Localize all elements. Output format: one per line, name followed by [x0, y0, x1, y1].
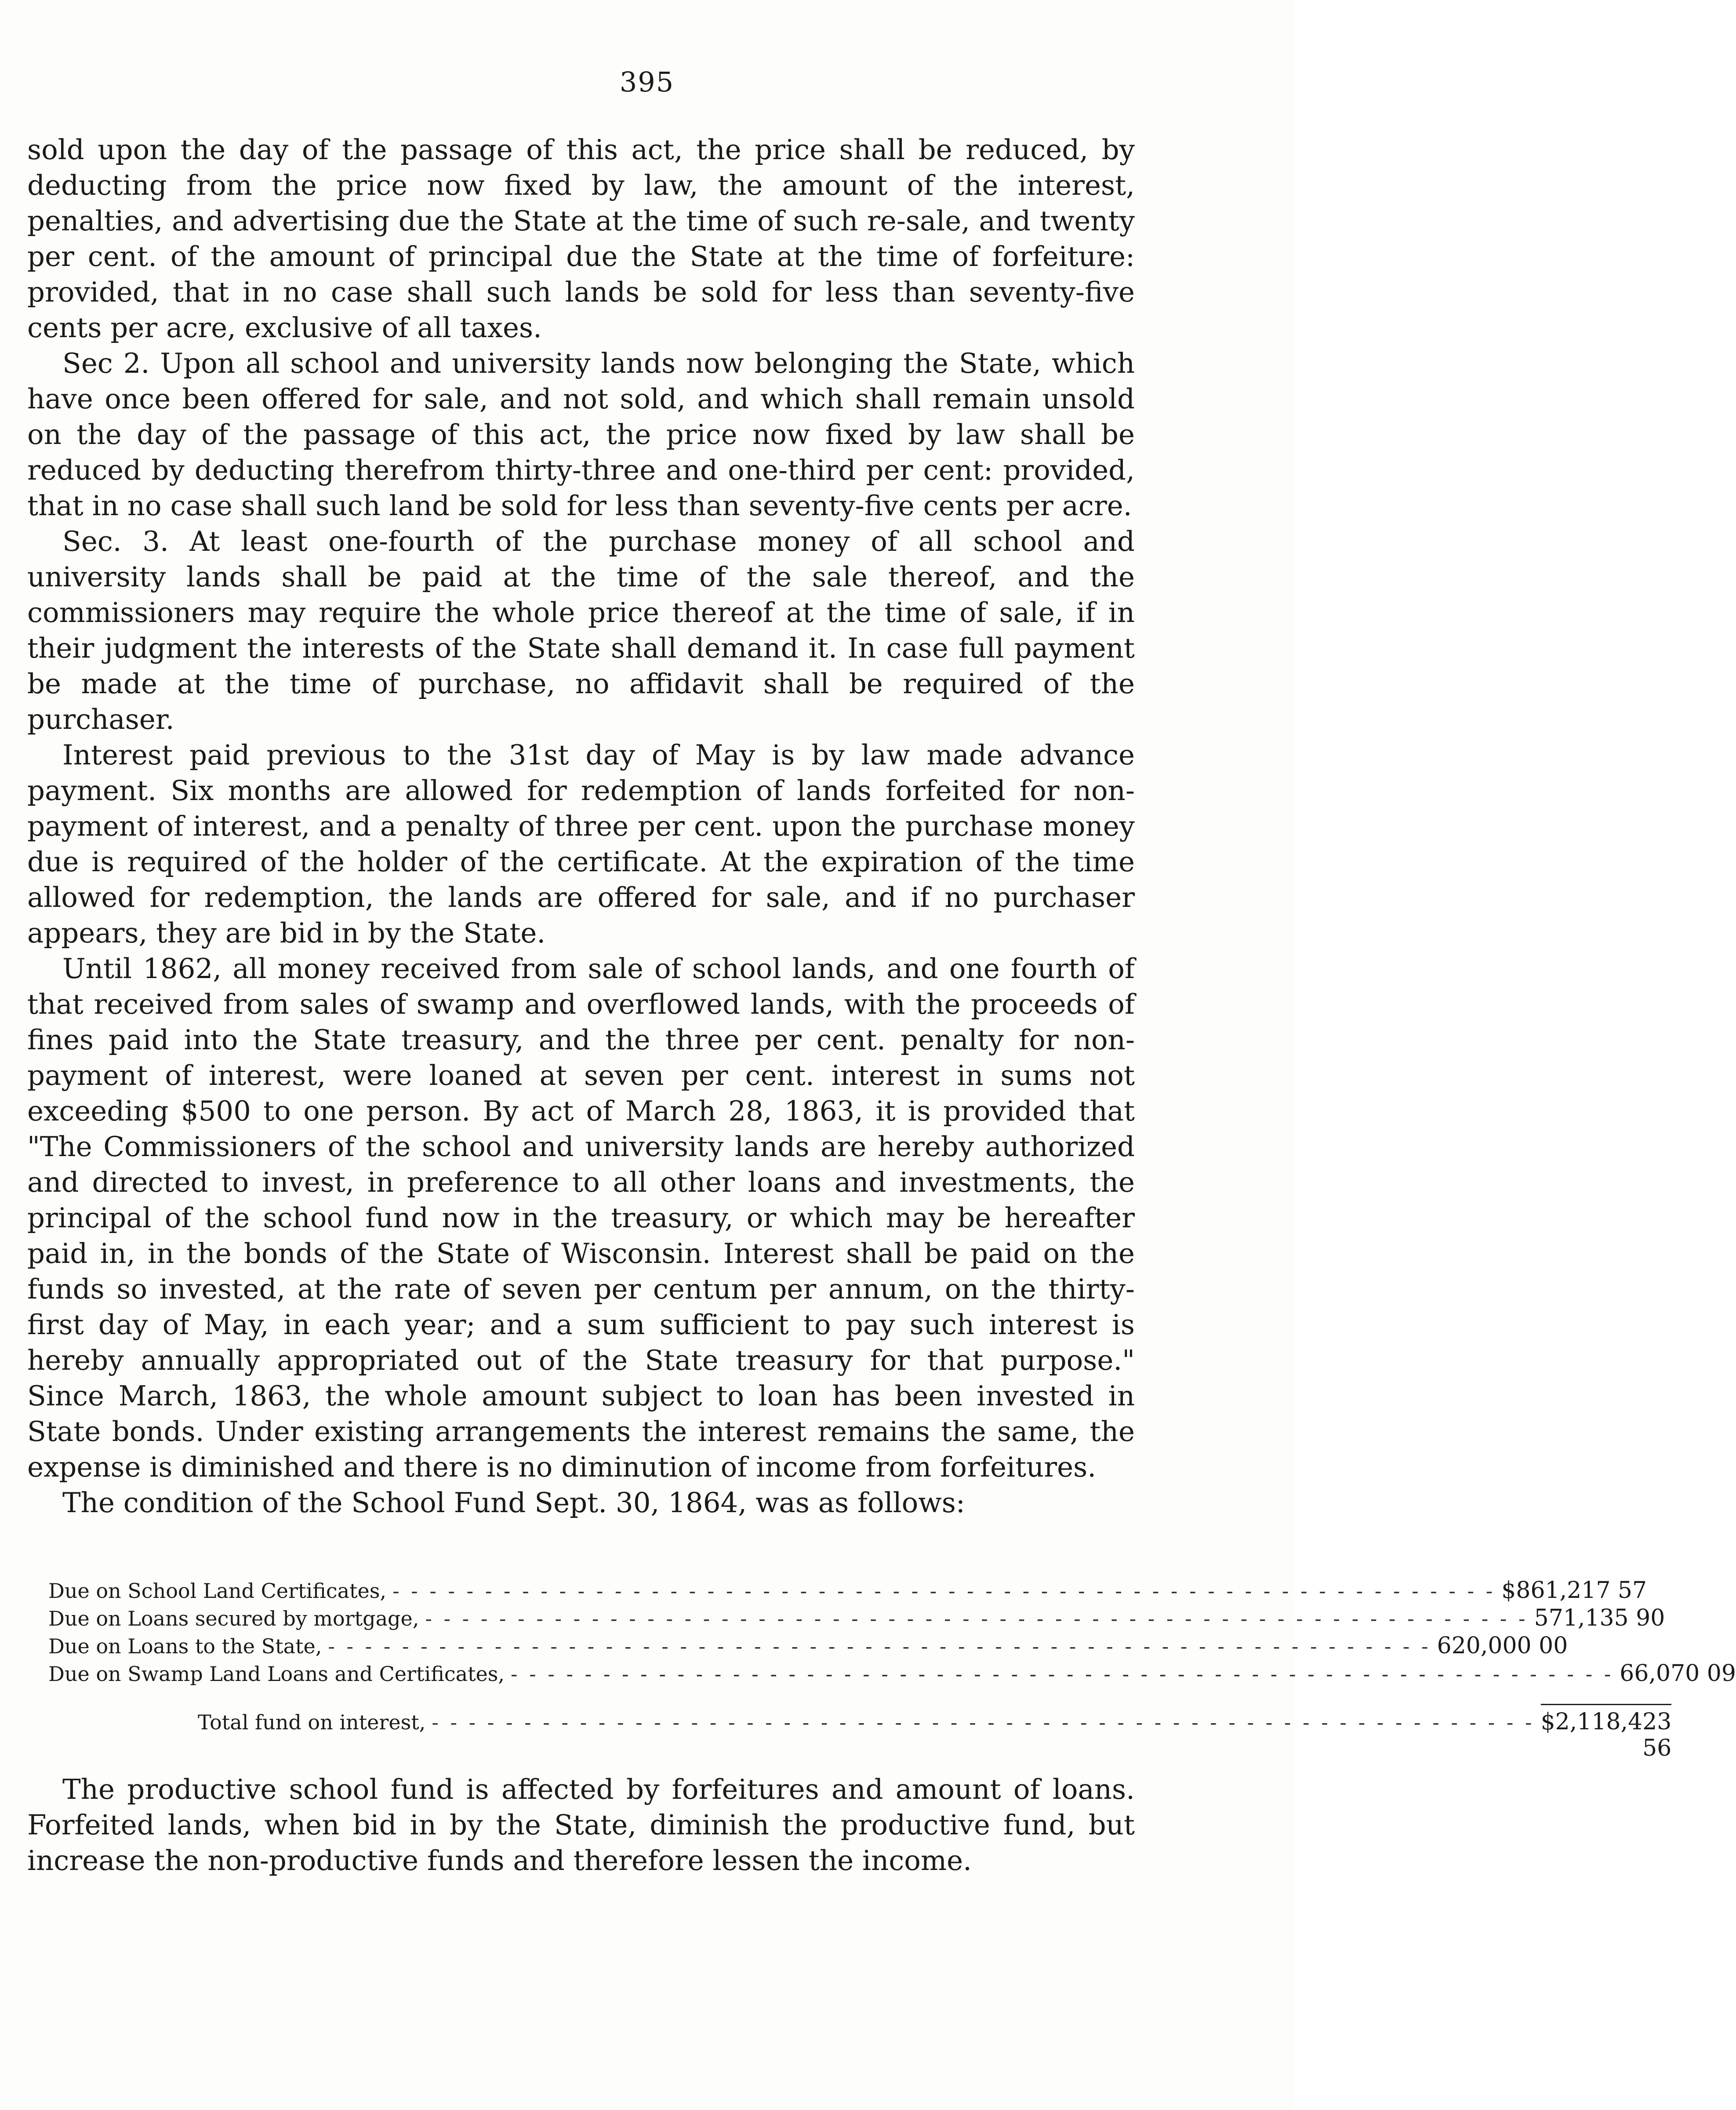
- paragraph-section-3: Sec. 3. At least one-fourth of the purchase money of all school and university lands shall be paid at the time of the sale thereof, and the commissioners may require the whole price thereof at the time of sale, if in their judgment the interests of the State shall demand it. In case full payment be made at the time of purchase, no affidavit shall be required of the purchaser.: [27, 525, 1135, 735]
- paragraph-fund-condition: The condition of the School Fund Sept. 30, 1864, was as follows:: [62, 1487, 965, 1519]
- dot-leader: - - - - - - - - - - - - - - - - - - - - - - - - - - - - - - - - - - - - - - - - - - - - - - - - - - - - - - - - - - - -: [511, 1662, 1614, 1686]
- row-label: Due on Swamp Land Loans and Certificates,: [48, 1662, 505, 1686]
- page-number: 395: [619, 66, 675, 98]
- table-row: [48, 1577, 1647, 1605]
- total-amount: $2,118,423 56: [1541, 1704, 1672, 1761]
- row-label: Due on Loans to the State,: [48, 1634, 322, 1658]
- row-amount: 620,000 00: [1437, 1633, 1568, 1659]
- paragraph-loans: Until 1862, all money received from sale of school lands, and one fourth of that received from sales of swamp and overflowed lands, with the proceeds of fines paid into the State treasury, and the three per cent. penalty for non-payment of interest, were loaned at seven per cent. interest in sums not exceeding $500 to one person. By act of March 28, 1863, it is provided that "The Commissioners of the school and university lands are hereby authorized and directed to invest, in preference to all other loans and investments, the principal of the school fund now in the treasury, or which may be hereafter paid in, in the bonds of the State of Wisconsin. Interest shall be paid on the funds so invested, at the rate of seven per centum per annum, on the thirty-first day of May, in each year; and a sum sufficient to pay such interest is hereby annually appropriated out of the State treasury for that purpose." Since March, 1863, the whole amount subject to loan has been invested in State bonds. Under existing arrangements the interest remains the same, the expense is diminished and there is no diminution of income from forfeitures.: [27, 953, 1135, 1483]
- table-row: [48, 1633, 1568, 1660]
- row-amount: $861,217 57: [1501, 1577, 1647, 1604]
- paragraph-continuation: sold upon the day of the passage of this act, the price shall be reduced, by deducting from the price now fixed by law, the amount of the interest, penalties, and advertising due the State at the time of such re-sale, and twenty per cent. of the amount of principal due the State at the time of forfeiture: provided, that in no case shall such lands be sold for less than seventy-five cents per acre, exclusive of all taxes.: [27, 134, 1135, 344]
- paragraph-interest: Interest paid previous to the 31st day of May is by law made advance payment. Six months are allowed for redemption of lands forfeited for non-payment of interest, and a penalty of three per cent. upon the purchase money due is required of the holder of the certificate. At the expiration of the time allowed for redemption, the lands are offered for sale, and if no purchaser appears, they are bid in by the State.: [27, 739, 1135, 949]
- closing-text: [27, 1772, 1135, 1878]
- school-fund-table: [48, 1577, 1736, 1761]
- table-row: [48, 1605, 1665, 1633]
- dot-leader: - - - - - - - - - - - - - - - - - - - - - - - - - - - - - - - - - - - - - - - - - - - - - - - - - - - - - - - - - - - -: [425, 1607, 1528, 1630]
- table-row: [48, 1660, 1736, 1688]
- paragraph-section-2: Sec 2. Upon all school and university lands now belonging the State, which have once been offered for sale, and not sold, and which shall remain unsold on the day of the passage of this act, the price now fixed by law shall be reduced by deducting therefrom thirty-three and one-third per cent: provided, that in no case shall such land be sold for less than seventy-five cents per acre.: [27, 347, 1135, 522]
- dot-leader: - - - - - - - - - - - - - - - - - - - - - - - - - - - - - - - - - - - - - - - - - - - - - - - - - - - - - - - - - - - -: [432, 1710, 1535, 1734]
- total-label: Total fund on interest,: [198, 1710, 426, 1734]
- dot-leader: - - - - - - - - - - - - - - - - - - - - - - - - - - - - - - - - - - - - - - - - - - - - - - - - - - - - - - - - - - - -: [328, 1634, 1431, 1658]
- body-text: [27, 132, 1135, 1521]
- total-row: [48, 1704, 1672, 1761]
- row-amount: 66,070 09: [1620, 1660, 1736, 1687]
- paragraph-productive-fund: The productive school fund is affected by forfeitures and amount of loans. Forfeited lands, when bid in by the State, diminish the productive fund, but increase the non-productive funds and therefore lessen the income.: [27, 1773, 1135, 1877]
- dot-leader: - - - - - - - - - - - - - - - - - - - - - - - - - - - - - - - - - - - - - - - - - - - - - - - - - - - - - - - - - - - -: [392, 1579, 1496, 1603]
- row-label: Due on Loans secured by mortgage,: [48, 1607, 419, 1630]
- row-amount: 571,135 90: [1534, 1605, 1665, 1631]
- row-label: Due on School Land Certificates,: [48, 1579, 386, 1603]
